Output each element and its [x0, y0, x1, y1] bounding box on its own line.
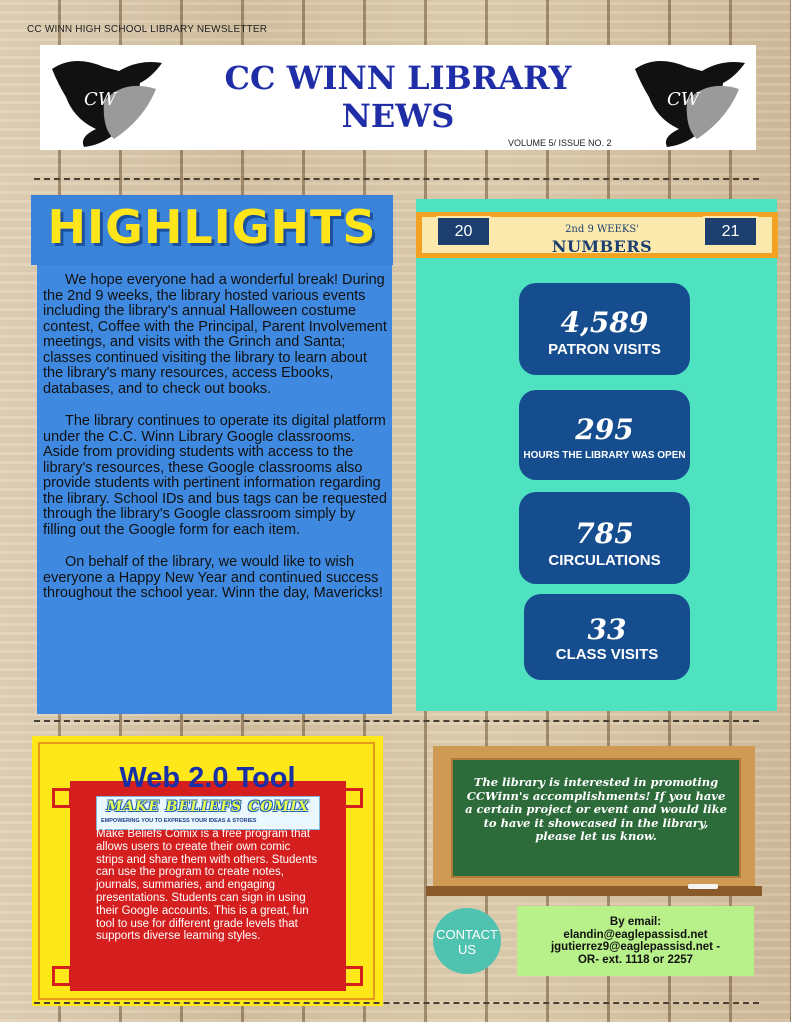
svg-text:CW: CW: [667, 89, 700, 110]
divider: [34, 178, 759, 180]
divider: [34, 1002, 759, 1004]
highlights-body: [37, 265, 392, 714]
maverick-logo-icon: [627, 49, 752, 149]
highlights-paragraph: On behalf of the library, we would like to wish everyone a Happy New Year and continued success throughout the school year. Winn the day, Mavericks!: [43, 554, 383, 601]
stat-label: CIRCULATIONS: [548, 552, 661, 569]
year-left: 20: [436, 216, 491, 247]
masthead-title: [190, 59, 606, 135]
make-beliefs-comix-logo: MAKE BELIEFS COMIX: [106, 799, 310, 815]
newsletter-label: CC WINN HIGH SCHOOL LIBRARY NEWSLETTER: [27, 24, 268, 35]
stat-hours-open: [522, 393, 687, 477]
masthead-line-2: NEWS: [341, 97, 455, 135]
maverick-logo-icon: [44, 49, 169, 149]
masthead-box: [40, 45, 756, 150]
masthead-line-1: CC WINN LIBRARY: [224, 59, 572, 97]
highlights-paragraph: The library continues to operate its digital platform under the C.C. Winn Library Google classrooms. Aside from providing students with access to the library's resources, these Google classrooms also provide students with pertinent information regarding the library. School IDs and bus tags can be requested through the library's Google classroom simply by filling out the Google form for each item.: [43, 413, 387, 538]
corner-decoration: [343, 966, 363, 986]
numbers-header: [416, 212, 778, 258]
email-link-1[interactable]: elandin@eaglepassisd.net: [563, 928, 708, 941]
phone-extension: OR- ext. 1118 or 2257: [577, 953, 694, 966]
web-tool-panel: [32, 736, 383, 1006]
highlights-paragraph: We hope everyone had a wonderful break! During the 2nd 9 weeks, the library hosted various events including the library's annual Halloween costume contest, Coffee with the Principal, Parent Involvement meetings, and visits with the Grinch and Santa; classes continued visiting the library to learn about the library's many resources, access Ebooks, databases, and to check out books.: [43, 272, 387, 397]
stat-value: 33: [587, 613, 627, 646]
chalkboard-text: The library is interested in promoting CCWinn's accomplishments! If you have a certain project or event and would like to have it showcased in the library, please let us know.: [465, 775, 727, 843]
highlights-title: HIGHLIGHTS: [47, 200, 377, 254]
email-link-2[interactable]: jgutierrez9@eaglepassisd.net -: [550, 941, 721, 953]
numbers-title: NUMBERS: [551, 237, 653, 256]
web-tool-description: Make Beliefs Comix is a free program that allows users to create their own comic strips and share them with others. Students can use the program to create notes, journals, summaries, and engaging presentations. Students can sign in using their Google accounts. This is a great, fun tool to use for different grade levels that supports diverse learning styles.: [96, 828, 318, 943]
email-label: By email:: [609, 916, 662, 928]
numbers-subtitle: 2nd 9 WEEKS': [565, 224, 639, 235]
divider: [34, 720, 759, 722]
stat-patron-visits: [522, 286, 687, 372]
corner-decoration: [52, 966, 72, 986]
chalkboard: [451, 758, 741, 878]
make-beliefs-comix-tagline: EMPOWERING YOU TO EXPRESS YOUR IDEAS & STORIES: [101, 818, 257, 824]
stat-value: 295: [575, 413, 634, 446]
stat-circulations: [522, 495, 687, 581]
stat-value: 4,589: [560, 306, 649, 339]
make-beliefs-comix-banner: [96, 796, 320, 830]
highlights-banner: [31, 195, 393, 265]
contact-us-badge: [433, 908, 501, 974]
year-right: 21: [703, 216, 758, 247]
stat-class-visits: [527, 597, 687, 677]
web-tool-title: Web 2.0 Tool: [119, 762, 296, 794]
chalk-icon: [688, 884, 718, 889]
chalkboard-frame: [433, 746, 755, 892]
svg-text:CW: CW: [84, 89, 117, 110]
contact-badge-line-2: US: [457, 942, 477, 957]
stat-label: CLASS VISITS: [555, 646, 659, 663]
contact-badge-line-1: CONTACT: [436, 927, 498, 942]
stat-label: HOURS THE LIBRARY WAS OPEN: [523, 450, 686, 461]
stat-label: PATRON VISITS: [548, 341, 661, 358]
stat-value: 785: [575, 517, 634, 550]
email-contact-box: [517, 906, 754, 976]
issue-number: VOLUME 5/ ISSUE NO. 2: [508, 138, 612, 148]
